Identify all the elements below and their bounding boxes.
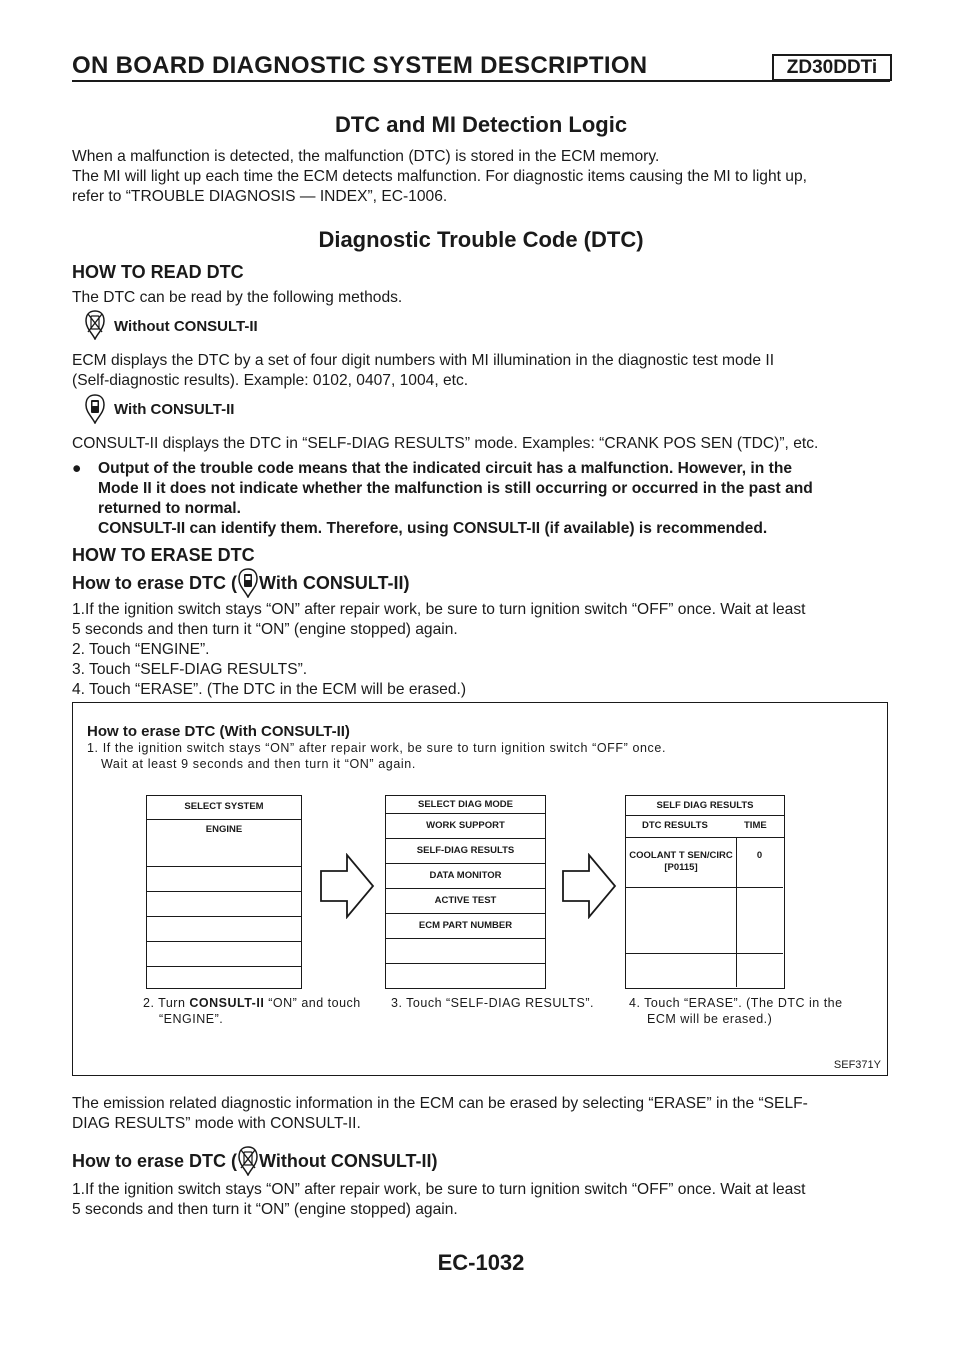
caption-text: “ENGINE”. — [159, 1012, 224, 1026]
screen-header: SELF DIAG RESULTS — [626, 796, 784, 816]
without-consult-icon — [237, 1146, 259, 1176]
screen-item: SELF-DIAG RESULTS — [386, 839, 545, 864]
without-consult-icon — [84, 310, 106, 340]
caption-text: ECM will be erased.) — [647, 1012, 773, 1026]
text-line: 1.If the ignition switch stays “ON” after repair work, be sure to turn ignition switch “OFF” once. Wait at least — [72, 1181, 806, 1198]
text-line: 2. Touch “ENGINE”. — [72, 641, 210, 658]
subheading-erase-without-consult — [72, 1146, 438, 1176]
screen-item-engine: ENGINE — [147, 820, 301, 867]
caption-text-bold: CONSULT-II — [189, 996, 265, 1010]
bullet-dot: ● — [72, 460, 82, 477]
without-consult-label: Without CONSULT-II — [114, 318, 258, 335]
caption-text: 4. Touch “ERASE”. (The DTC in the — [629, 996, 843, 1010]
results-column-headers — [626, 816, 784, 838]
column-time: TIME — [744, 820, 767, 831]
subheading-text: Without CONSULT-II) — [259, 1150, 438, 1171]
section-title-dtc-mi: DTC and MI Detection Logic — [334, 112, 628, 137]
screen-item: DATA MONITOR — [386, 864, 545, 889]
header-title: ON BOARD DIAGNOSTIC SYSTEM DESCRIPTION — [72, 52, 648, 79]
column-divider — [736, 838, 737, 987]
section-title-dtc: Diagnostic Trouble Code (DTC) — [318, 227, 644, 252]
screen-empty-row — [147, 917, 301, 942]
with-consult-icon — [84, 394, 106, 424]
without-consult-paragraph — [72, 351, 890, 391]
screen-empty-row — [147, 942, 301, 967]
screen-item: ACTIVE TEST — [386, 889, 545, 914]
page-number: EC-1032 — [437, 1250, 525, 1275]
dtc-mi-paragraph — [72, 147, 890, 207]
screen-empty-row — [626, 888, 783, 954]
results-time-cell: 0 — [736, 838, 783, 888]
text-line: Output of the trouble code means that the indicated circuit has a malfunction. However, in the — [98, 460, 793, 477]
screen-header: SELECT SYSTEM — [147, 796, 301, 820]
text-line: 5 seconds and then turn it “ON” (engine stopped) again. — [72, 621, 458, 638]
text-line: 3. Touch “SELF-DIAG RESULTS”. — [72, 661, 308, 678]
subheading-erase-with-consult — [72, 568, 410, 598]
text-line: The emission related diagnostic information in the ECM can be erased by selecting “ERASE” in the “SELF- — [72, 1095, 808, 1112]
text-line: CONSULT-II can identify them. Therefore, using CONSULT-II (if available) is recommended. — [98, 520, 768, 537]
with-consult-icon — [237, 568, 259, 598]
caption-step-4 — [629, 995, 843, 1027]
read-intro: The DTC can be read by the following methods. — [72, 289, 403, 306]
figure-title: How to erase DTC (With CONSULT-II) — [87, 723, 350, 740]
caption-step-2 — [143, 995, 361, 1027]
text-line: DIAG RESULTS” mode with CONSULT-II. — [72, 1115, 361, 1132]
screen-item: WORK SUPPORT — [386, 814, 545, 839]
screen-header: SELECT DIAG MODE — [386, 796, 545, 814]
figure-code: SEF371Y — [833, 1059, 881, 1071]
screen-select-system — [146, 795, 302, 989]
dtc-name: COOLANT T SEN/CIRC — [629, 850, 733, 861]
column-dtc-results: DTC RESULTS — [642, 820, 708, 831]
erase-without-steps — [72, 1180, 890, 1220]
screen-item: ECM PART NUMBER — [386, 914, 545, 939]
text-line: 4. Touch “ERASE”. (The DTC in the ECM will be erased.) — [72, 681, 467, 698]
text-line: When a malfunction is detected, the malfunction (DTC) is stored in the ECM memory. — [72, 148, 660, 165]
heading-how-to-erase: HOW TO ERASE DTC — [72, 545, 255, 565]
erase-procedure-figure — [72, 702, 888, 1076]
subheading-text: How to erase DTC ( — [72, 572, 238, 593]
results-dtc-cell — [626, 838, 736, 888]
arrow-right-icon — [319, 853, 375, 919]
subheading-text: How to erase DTC ( — [72, 1150, 238, 1171]
text-line: 1.If the ignition switch stays “ON” after repair work, be sure to turn ignition switch “OFF” once. Wait at least — [72, 601, 806, 618]
with-consult-label: With CONSULT-II — [114, 401, 235, 418]
screen-empty-row — [147, 867, 301, 892]
caption-text: 2. Turn — [143, 996, 190, 1010]
arrow-right-icon — [561, 853, 617, 919]
heading-how-to-read: HOW TO READ DTC — [72, 262, 244, 282]
text-line: refer to “TROUBLE DIAGNOSIS — INDEX”, EC-1006. — [72, 188, 448, 205]
text-line: The MI will light up each time the ECM detects malfunction. For diagnostic items causing the MI to light up, — [72, 168, 807, 185]
after-figure-paragraph — [72, 1094, 890, 1134]
figure-line: Wait at least 9 seconds and then turn it “ON” again. — [101, 757, 416, 771]
text-line: returned to normal. — [98, 500, 241, 517]
screen-empty-row — [386, 939, 545, 964]
text-line: 5 seconds and then turn it “ON” (engine stopped) again. — [72, 1201, 458, 1218]
dtc-code: [P0115] — [664, 862, 698, 873]
subheading-text: With CONSULT-II) — [259, 572, 410, 593]
header-rule — [72, 80, 890, 82]
caption-text: “ON” and touch — [264, 996, 361, 1010]
note-bullet — [72, 459, 890, 539]
screen-empty-row — [147, 892, 301, 917]
text-line: Mode II it does not indicate whether the malfunction is still occurring or occurred in the past and — [98, 480, 813, 497]
erase-with-steps — [72, 600, 890, 700]
screen-self-diag-results — [625, 795, 785, 989]
header-engine-badge: ZD30DDTi — [772, 54, 892, 81]
screen-select-diag-mode — [385, 795, 546, 989]
with-consult-paragraph: CONSULT-II displays the DTC in “SELF-DIAG RESULTS” mode. Examples: “CRANK POS SEN (TDC)”, etc. — [72, 435, 819, 452]
figure-line: 1. If the ignition switch stays “ON” after repair work, be sure to turn ignition switch “OFF” once. — [87, 741, 667, 755]
text-line: (Self-diagnostic results). Example: 0102, 0407, 1004, etc. — [72, 372, 469, 389]
text-line: ECM displays the DTC by a set of four digit numbers with MI illumination in the diagnostic test mode II — [72, 352, 775, 369]
caption-step-3: 3. Touch “SELF-DIAG RESULTS”. — [391, 996, 594, 1010]
